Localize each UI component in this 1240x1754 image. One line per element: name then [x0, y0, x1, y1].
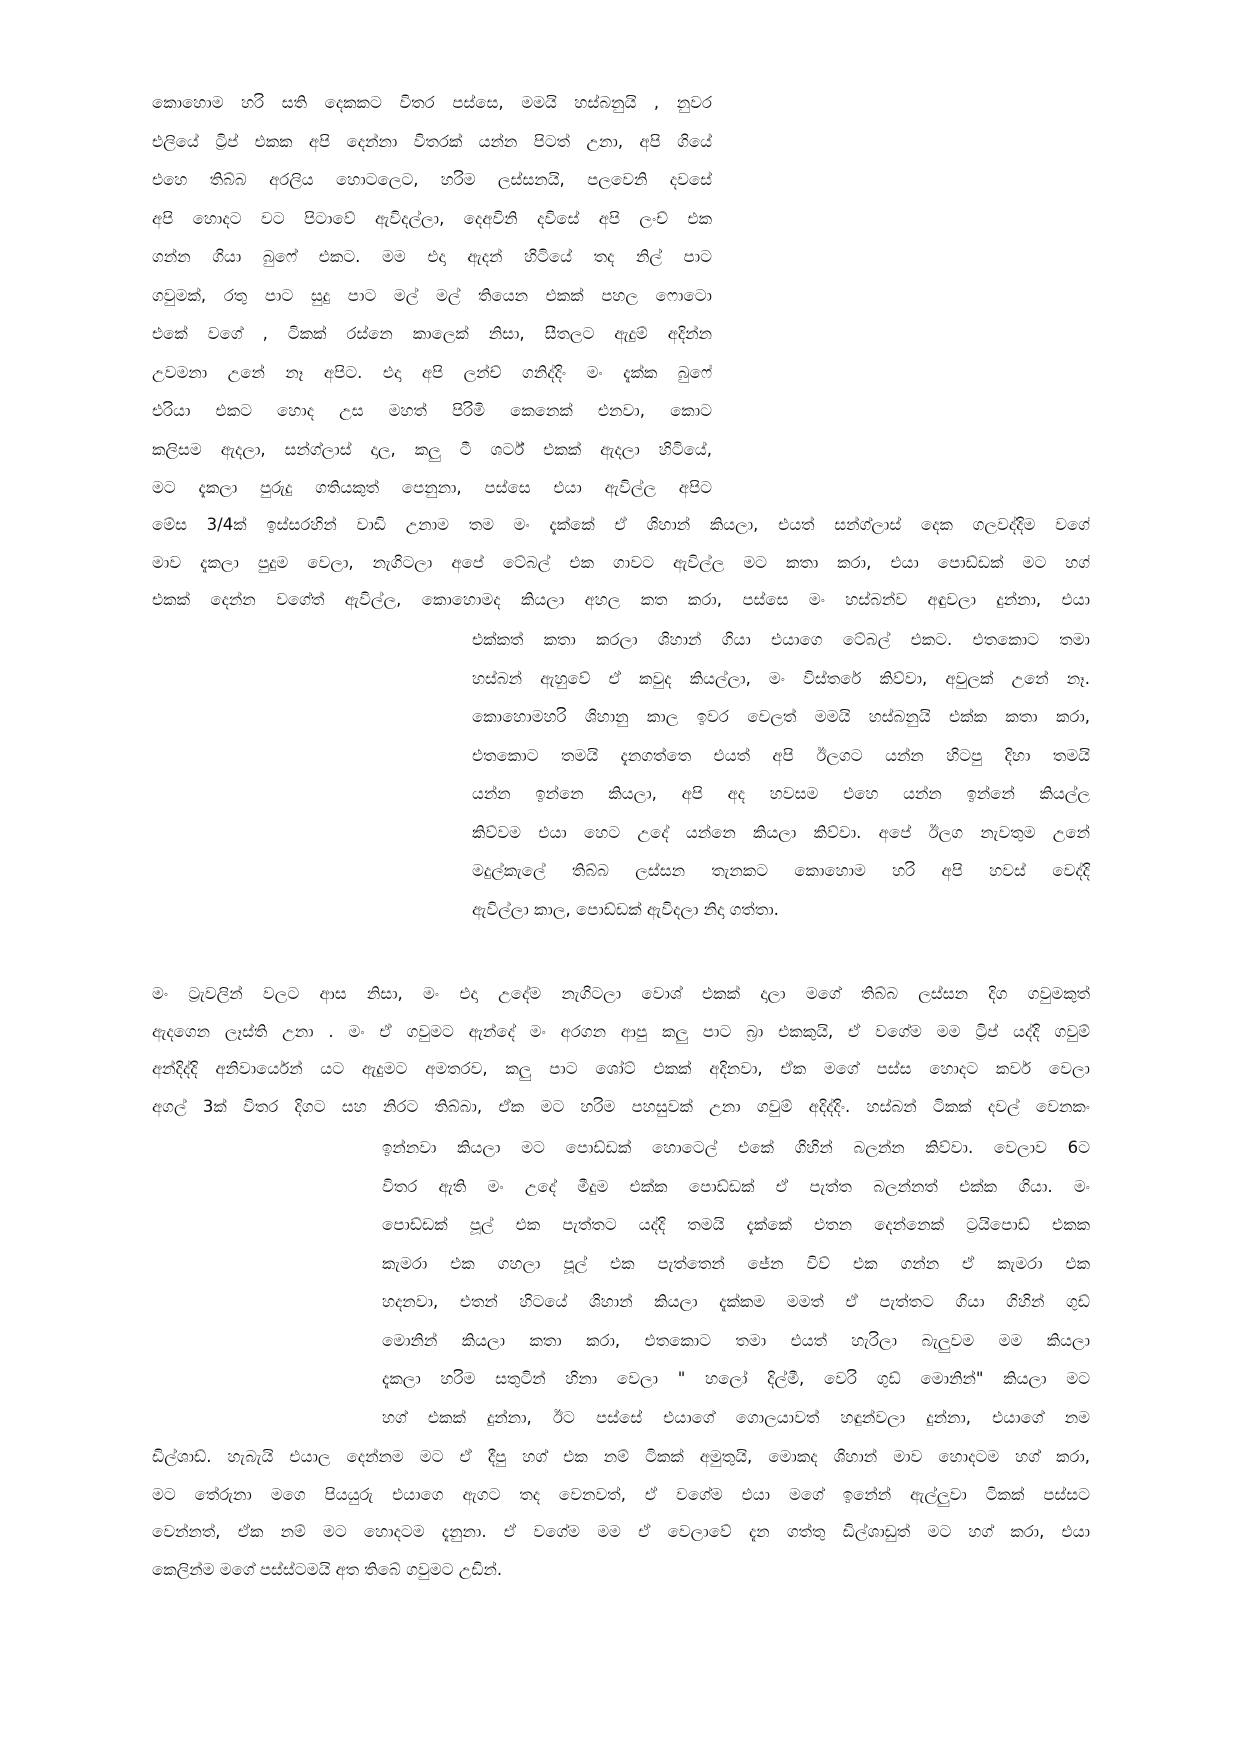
text-line: කෙලින්ම මගේ පස්ස්ටමයි අත තිබේ ගවුමට උඩින්. [152, 1559, 503, 1579]
text-line: එක්කත් කතා කරලා ශිහාන් ගියා එයාගෙ ටේබල් එකට. එතකොට තමා [472, 630, 1090, 649]
paragraph-1 [152, 84, 712, 508]
text-line: මං ට්‍රැවලින් වලට ආස නිසා, මං එදා උදේම නැගිටලා වොශ් එකක් දාලා මගේ තිබ්බ ලස්සන දිග ගවුමකුත් [152, 984, 1090, 1003]
text-line: ඉන්නවා කියලා මට පොඩ්ඩක් හොටෙල් එකේ ගිහින් බලන්න කිව්වා. වෙලාව 6ට [382, 1138, 1090, 1157]
text-line: එකේ වගේ , ටිකක් රස්නෙ කාලෙක් නිසා, සීතලට ඇදුම් අදින්න [152, 324, 712, 343]
text-line: උවමනා උනේ නෑ අපිට. එදා අපි ලන්ච් ගනිද්දිං මං දැක්ක බුෆේ [152, 362, 712, 382]
paragraph-2 [152, 506, 1090, 619]
paragraph-5 [382, 1129, 1090, 1437]
text-line: ඇදගෙන ලෑස්ති උනා . මං ඒ ගවුමට ඇන්දේ මං අරගන ආපු කලු පාට බ්‍රා එකකුයි, ඒ වගේම මම ට්‍රිප් යද්දි ගවුම් [152, 1021, 1090, 1041]
text-line: අපි හොදට වට පිටාවේ ඇවිදල්ලා, දෙඅවිනි දවිසේ අපි ලංච් එක [152, 208, 712, 228]
text-line: මොනින් කියලා කතා කරා, එතකොට තමා එයත් හැරිලා බැලුවම මම කියලා [382, 1330, 1090, 1350]
text-line: දැකලා හරිම සතුටින් හිනා වෙලා " හලෝ දිල්මී, වෙරි ගුඩ් මොනින්" කියලා මට [382, 1369, 1090, 1388]
text-line: එහෙ තිබ්බ අරලිය හොටලෙට, හරිම ලස්සනයි, පලවෙනි දවසේ [152, 170, 712, 189]
paragraph-6 [152, 1438, 1090, 1588]
text-line: අගල් 3ක් විතර දිගට සහ නිරට තිබ්බා, ඒක මට හරිම පහසුවක් උනා ගවුම් අදිද්දිං. හස්බන් ටිකක් දවල් වෙනකං [152, 1096, 1090, 1116]
text-line: එතකොට තමයි දැනගත්තෙ එයත් අපි ඊලගට යන්න හිටපු දිහා තමයි [472, 745, 1090, 765]
text-line: අන්දිද්දි අනිවාර්යෙන් යට ඇදුමට අමතරව, කලු පාට ශෝට් එකක් අදිනවා, ඒක මගේ පස්ස හොදට කවර් වෙලා [152, 1059, 1090, 1078]
text-line: කිව්වම එයා හෙට උදේ යන්නෙ කියලා කිව්වා. අපේ ඊලග නැවතුම උනේ [472, 822, 1090, 842]
text-line: කැමරා එක ගහලා පූල් එක පැත්තෙන් ජේන විව් එක ගන්න ඒ කැමරා එක [382, 1253, 1090, 1273]
text-line: ඩිල්ශාඩ්. හැබැයි එයාල දෙන්නම මට ඒ දීපු හග් එක නම් ටිකක් අමුතුයි, මොකද ශිහාන් මාව හොදටම හග් කරා, [152, 1447, 1090, 1466]
text-line: මාව දැකලා පුදුම වෙලා, නැගිටලා අපේ ටේබල් එක ගාවට ඇවිල්ල මට කතා කරා, එයා පොඩ්ඩක් මට හග් [152, 552, 1090, 572]
text-line: පොඩ්ඩක් පූල් එක පැත්තට යද්දි තමයි දැක්කේ එතන දෙන්නෙක් ට්‍රයිපොඩ් එකක [382, 1215, 1090, 1234]
paragraph-3 [472, 621, 1090, 929]
paragraph-4 [152, 975, 1090, 1125]
text-line: එකක් දෙන්න වගේත් ඇවිල්ල, කොහොමද කියලා අහල කත කරා, පස්සෙ මං හස්බන්ව අඳුවලා දුන්නා, එයා [152, 590, 1090, 609]
text-line: විතර ඇති මං උදේ මීදුම එක්ක පොඩ්ඩක් ඒ පැත්ත බලන්නත් එක්ක ගියා. මං [382, 1176, 1090, 1196]
text-line: හස්බන් ඇහුවේ ඒ කවුද කියල්ලා, මං විස්තරේ කිව්වා, අවුලක් උනේ නෑ. [472, 668, 1090, 688]
text-line: මට දැකලා පුරුදු ගතියකුත් පෙනුනා, පස්සෙ එයා ඇවිල්ල අපිට [152, 478, 712, 497]
text-line: එලියේ ට්‍රිප් එකක අපි දෙන්නා විතරක් යන්න පිටත් උනා, අපි ගියේ [152, 131, 712, 151]
text-line: ගවුමක්, රතු පාට සුදු පාට මල් මල් තියෙන එකක් පහල ෆොටො [152, 285, 712, 305]
text-line: කලිසම ඇදලා, සන්ග්ලාස් දාල, කලු ටී ශර්ට් එකක් ඇදලා හිටියේ, [152, 439, 712, 459]
text-line: කොහොම හරි සති දෙකකට විතර පස්සෙ, මමයි හස්බනුයි , නුවර [152, 93, 712, 112]
text-line: කොහොමහරි ශිහානු කාල ඉවර වෙලත් මමයි හස්බනුයි එක්ක කතා කරා, [472, 707, 1090, 726]
text-line: මට තේරුනා මගෙ පියයුරු එයාගෙ ඇගට තද වෙනවත්, ඒ වගේම එයා මගේ ඉනේන් ඇල්ලුවා ටිකක් පස්සට [152, 1484, 1090, 1504]
text-line: මදුල්කැලේ තිබ්බ ලස්සන තැනකට කොහොම හරි අපි හවස් වෙද්දි [472, 861, 1090, 880]
text-line: එරියා එකට හොද උස මහත් පිරිමි කෙනෙක් එනවා, කොට [152, 401, 712, 420]
text-line: වෙන්නත්, ඒක නම් මට හොදටම දැනුනා. ඒ වගේම මම ඒ වෙලාවේ දැන ගත්තු ඩිල්ශාඩුත් මට හග් කරා, එයා [152, 1522, 1090, 1541]
text-line: හග් එකක් දුන්නා, ඊට පස්සේ එයාගේ ගොලයාවත් හඳුන්වලා දුන්නා, එයාගේ නම [382, 1407, 1090, 1427]
text-line: යන්න ඉන්නෙ කියලා, අපි අද හවසම එහෙ යන්න ඉන්නේ කියල්ල [472, 784, 1090, 803]
text-line: ගන්න ගියා බුෆේ එකට. මම එදා ඇදන් හිටියේ තද නිල් පාට [152, 247, 712, 266]
text-line: මේස 3/4ක් ඉස්සරහින් වාඩි උනාම තම මං දැක්කේ ඒ ශිහාන් කියලා, එයත් සන්ග්ලාස් දෙක ගලවද්දිම වගේ [152, 515, 1090, 534]
text-line: හදනවා, එතන් හිටයේ ශිහාන් කියලා දැක්කම මමත් ඒ පැත්තට ගියා ගිහින් ගුඩ් [382, 1292, 1090, 1311]
text-line: ඇවිල්ලා කාල, පොඩ්ඩක් ඇවිදලා නිදා ගත්තා. [472, 899, 779, 919]
